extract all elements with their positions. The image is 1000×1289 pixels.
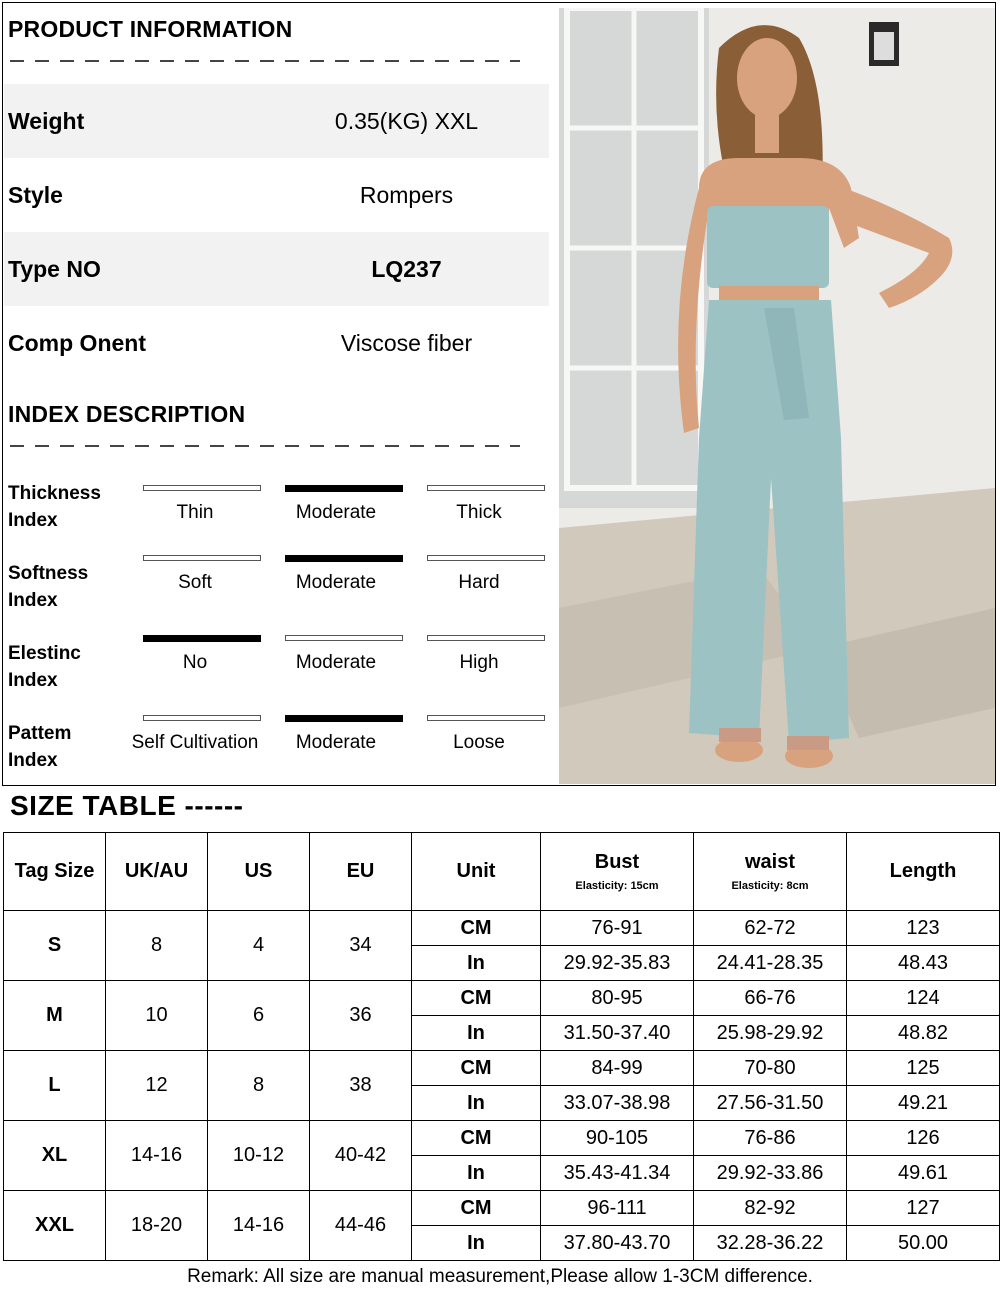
size-table [3, 832, 1000, 1261]
cell-unit: In [412, 946, 541, 981]
index-label-line1: Pattem [8, 723, 72, 744]
cell-unit: In [412, 1226, 541, 1261]
info-label: Comp Onent [8, 329, 146, 356]
cell-uk-au: 8 [106, 911, 208, 981]
cell-us: 8 [208, 1051, 310, 1121]
index-option: Thick [456, 502, 502, 523]
cell-unit: CM [412, 911, 541, 946]
cell-uk-au: 10 [106, 981, 208, 1051]
cell-eu: 36 [310, 981, 412, 1051]
cell-unit: In [412, 1156, 541, 1191]
info-value: 0.35(KG) XXL [334, 107, 479, 134]
cell-waist: 70-80 [694, 1051, 847, 1086]
cell-length: 49.21 [847, 1086, 1000, 1121]
index-level-bar [427, 555, 545, 561]
info-value: Viscose fiber [340, 329, 473, 356]
index-level-bar [427, 635, 545, 641]
model-photo-illustration [559, 8, 995, 784]
info-label: Weight [8, 107, 85, 134]
cell-us: 10-12 [208, 1121, 310, 1191]
cell-tag-size: XXL [4, 1191, 106, 1261]
header-length: Length [847, 833, 1000, 911]
cell-us: 14-16 [208, 1191, 310, 1261]
table-row [4, 1191, 1000, 1226]
cell-bust: 76-91 [541, 911, 694, 946]
cell-waist: 32.28-36.22 [694, 1226, 847, 1261]
cell-length: 49.61 [847, 1156, 1000, 1191]
size-table-title: SIZE TABLE ------ [10, 790, 244, 821]
cell-length: 123 [847, 911, 1000, 946]
cell-waist: 24.41-28.35 [694, 946, 847, 981]
cell-uk-au: 12 [106, 1051, 208, 1121]
index-option: Soft [178, 572, 212, 593]
index-level-bar [143, 715, 261, 721]
cell-waist: 62-72 [694, 911, 847, 946]
index-level-bar [143, 555, 261, 561]
cell-bust: 35.43-41.34 [541, 1156, 694, 1191]
index-level-bar [285, 635, 403, 641]
cell-waist: 25.98-29.92 [694, 1016, 847, 1051]
info-row-type-no [4, 232, 549, 306]
index-description-title: INDEX DESCRIPTION [8, 401, 246, 427]
index-option: No [182, 652, 208, 673]
index-level-bar [143, 635, 261, 642]
product-photo [559, 8, 995, 784]
cell-eu: 44-46 [310, 1191, 412, 1261]
index-level-bar [285, 555, 403, 562]
index-option: Thin [176, 502, 214, 523]
header-bust-label: Bust [594, 851, 640, 873]
cell-waist: 66-76 [694, 981, 847, 1016]
info-row-component [4, 306, 549, 380]
cell-bust: 80-95 [541, 981, 694, 1016]
cell-bust: 31.50-37.40 [541, 1016, 694, 1051]
table-row [4, 1121, 1000, 1156]
index-label-line2: Index [8, 590, 58, 611]
cell-waist: 82-92 [694, 1191, 847, 1226]
header-tag-size: Tag Size [4, 833, 106, 911]
index-label [8, 560, 88, 614]
index-level-bar [143, 485, 261, 491]
cell-eu: 40-42 [310, 1121, 412, 1191]
cell-unit: CM [412, 1051, 541, 1086]
index-label-line1: Softness [8, 563, 89, 584]
header-uk-au: UK/AU [106, 833, 208, 911]
index-label-line1: Elestinc [8, 643, 81, 664]
index-option: Self Cultivation [131, 732, 259, 753]
cell-waist: 29.92-33.86 [694, 1156, 847, 1191]
index-label [8, 480, 101, 534]
cell-bust: 84-99 [541, 1051, 694, 1086]
index-option: High [459, 652, 499, 673]
cell-bust: 33.07-38.98 [541, 1086, 694, 1121]
product-info-title: PRODUCT INFORMATION [8, 16, 293, 42]
cell-length: 124 [847, 981, 1000, 1016]
cell-tag-size: M [4, 981, 106, 1051]
header-eu: EU [310, 833, 412, 911]
index-label-line2: Index [8, 750, 58, 771]
index-level-bar [427, 715, 545, 721]
cell-waist: 76-86 [694, 1121, 847, 1156]
cell-eu: 38 [310, 1051, 412, 1121]
remark-text: Remark: All size are manual measurement,Please allow 1-3CM difference. [187, 1266, 813, 1287]
info-value: LQ237 [371, 255, 442, 282]
table-row [4, 981, 1000, 1016]
header-bust [541, 833, 694, 911]
index-option: Moderate [295, 652, 377, 673]
index-label-line2: Index [8, 510, 58, 531]
index-label-line1: Thickness [8, 483, 101, 504]
header-waist-elasticity: Elasticity: 8cm [731, 880, 809, 892]
cell-eu: 34 [310, 911, 412, 981]
cell-bust: 96-111 [541, 1191, 694, 1226]
info-row-style [4, 158, 549, 232]
header-waist [694, 833, 847, 911]
cell-bust: 29.92-35.83 [541, 946, 694, 981]
cell-length: 48.82 [847, 1016, 1000, 1051]
header-waist-label: waist [744, 851, 796, 873]
info-row-weight [4, 84, 549, 158]
divider [10, 445, 520, 447]
index-level-bar [285, 485, 403, 492]
cell-length: 48.43 [847, 946, 1000, 981]
cell-us: 6 [208, 981, 310, 1051]
header-unit: Unit [412, 833, 541, 911]
info-value: Rompers [359, 181, 454, 208]
index-level-bar [427, 485, 545, 491]
index-option: Loose [453, 732, 505, 753]
cell-unit: CM [412, 981, 541, 1016]
info-label: Type NO [8, 255, 101, 282]
cell-unit: CM [412, 1191, 541, 1226]
cell-uk-au: 14-16 [106, 1121, 208, 1191]
index-label-line2: Index [8, 670, 58, 691]
cell-us: 4 [208, 911, 310, 981]
index-label [8, 640, 81, 694]
cell-bust: 37.80-43.70 [541, 1226, 694, 1261]
cell-unit: In [412, 1016, 541, 1051]
cell-length: 50.00 [847, 1226, 1000, 1261]
table-header-row [4, 833, 1000, 911]
info-label: Style [8, 181, 63, 208]
cell-length: 126 [847, 1121, 1000, 1156]
index-label [8, 720, 71, 774]
table-row [4, 1051, 1000, 1086]
size-table-body [4, 911, 1000, 1261]
cell-tag-size: L [4, 1051, 106, 1121]
index-option: Moderate [295, 572, 377, 593]
cell-waist: 27.56-31.50 [694, 1086, 847, 1121]
header-bust-elasticity: Elasticity: 15cm [575, 880, 659, 892]
table-row [4, 911, 1000, 946]
divider [10, 60, 520, 62]
header-us: US [208, 833, 310, 911]
cell-length: 127 [847, 1191, 1000, 1226]
cell-tag-size: XL [4, 1121, 106, 1191]
cell-tag-size: S [4, 911, 106, 981]
cell-uk-au: 18-20 [106, 1191, 208, 1261]
index-option: Moderate [295, 502, 377, 523]
cell-unit: In [412, 1086, 541, 1121]
cell-length: 125 [847, 1051, 1000, 1086]
cell-bust: 90-105 [541, 1121, 694, 1156]
index-level-bar [285, 715, 403, 722]
index-option: Moderate [295, 732, 377, 753]
index-option: Hard [458, 572, 500, 593]
cell-unit: CM [412, 1121, 541, 1156]
